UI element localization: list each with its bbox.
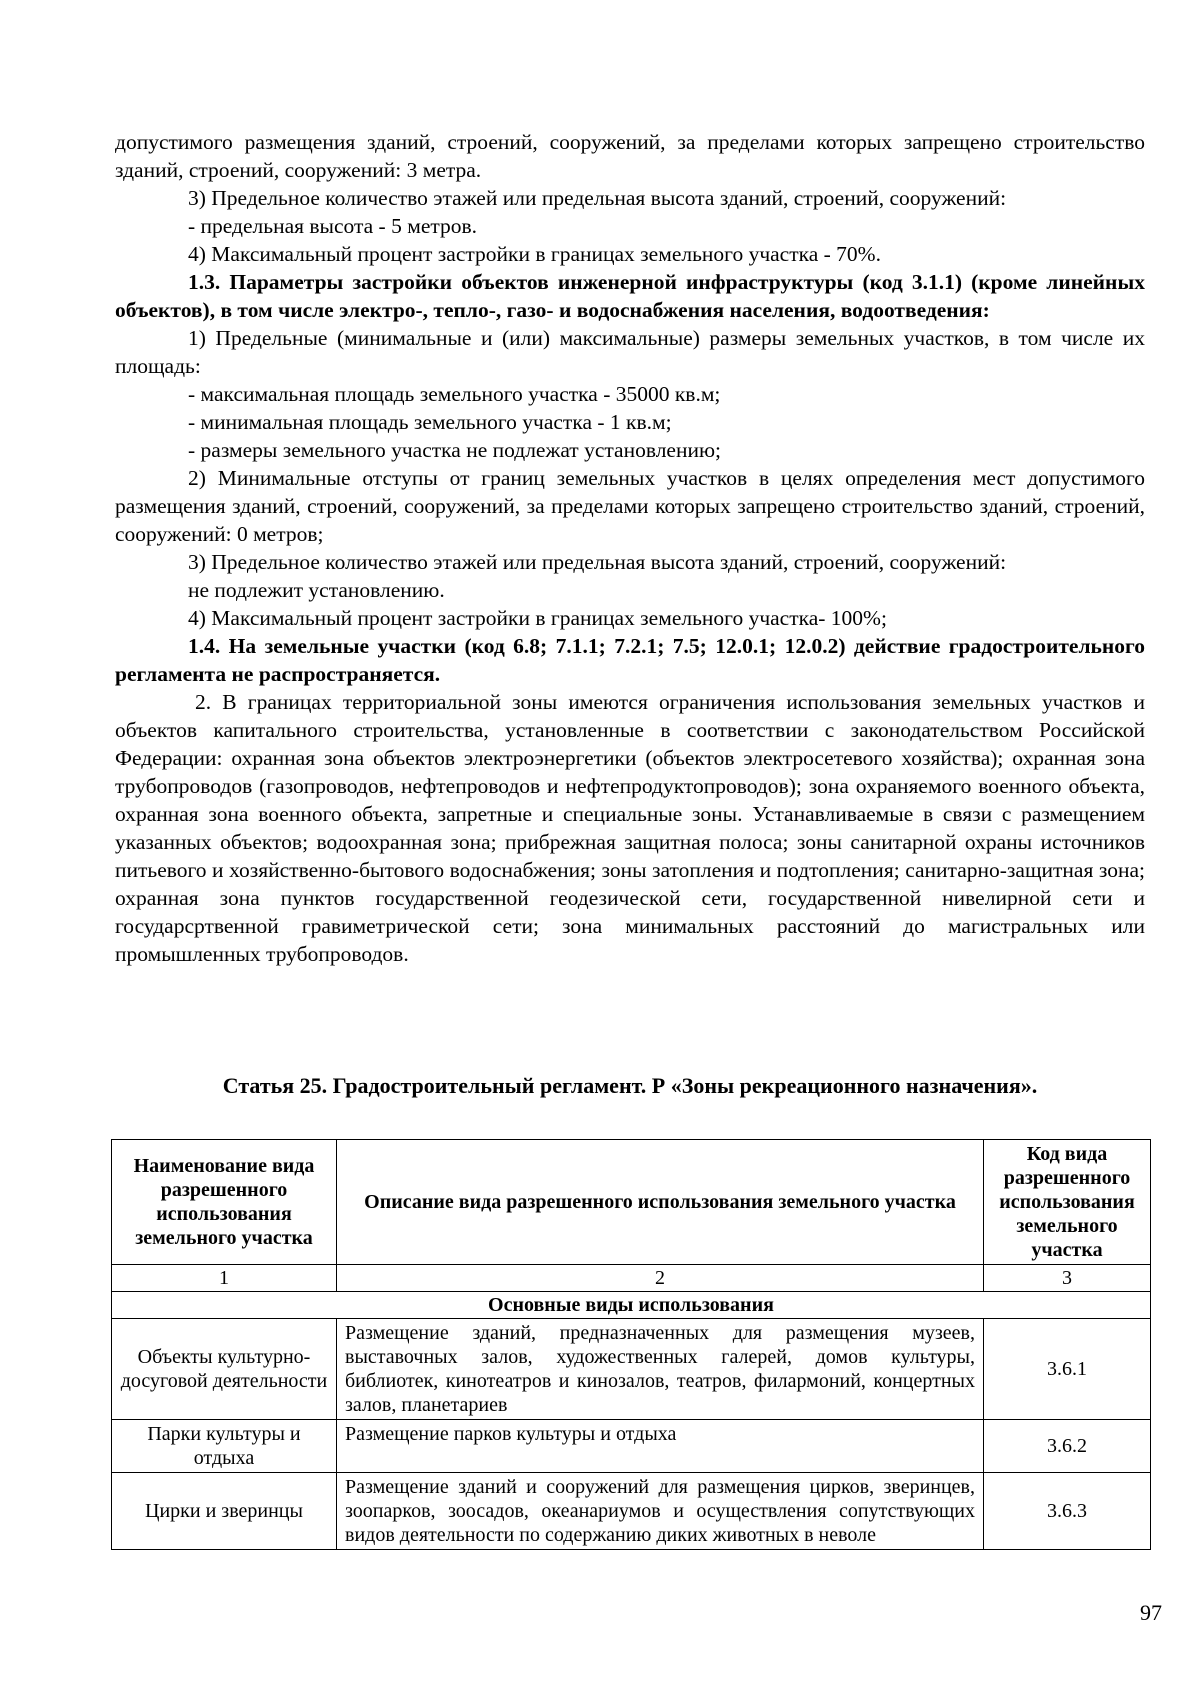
paragraph: - предельная высота - 5 метров. bbox=[188, 214, 478, 238]
column-header: Описание вида разрешенного использования земельного участка bbox=[337, 1140, 984, 1265]
paragraph: - максимальная площадь земельного участка - 35000 кв.м; bbox=[188, 382, 721, 406]
column-number: 3 bbox=[984, 1265, 1151, 1292]
article-title: Статья 25. Градостроительный регламент. Р «Зоны рекреационного назначения». bbox=[222, 1073, 1038, 1098]
section-heading: 1.3. Параметры застройки объектов инженерной инфраструктуры (код 3.1.1) (кроме линейных объектов), в том числе электро-, тепло-, газо- и водоснабжения населения, водоотведения: bbox=[115, 270, 1145, 322]
paragraph: - минимальная площадь земельного участка - 1 кв.м; bbox=[188, 410, 672, 434]
paragraph: 3) Предельное количество этажей или предельная высота зданий, строений, сооружений: bbox=[188, 550, 1007, 574]
use-description: Размещение парков культуры и отдыха bbox=[337, 1420, 984, 1473]
section-row bbox=[112, 1292, 1151, 1319]
use-description: Размещение зданий и сооружений для размещения цирков, зверинцев, зоопарков, зоосадов, океанариумов и осуществления сопутствующих видов деятельности по содержанию диких животных в неволе bbox=[337, 1473, 984, 1550]
paragraph: 4) Максимальный процент застройки в границах земельного участка - 70%. bbox=[188, 242, 881, 266]
page-number: 97 bbox=[1140, 1600, 1162, 1625]
regulation-table bbox=[111, 1139, 1151, 1550]
paragraph: 2) Минимальные отступы от границ земельных участков в целях определения мест допустимого размещения зданий, строений, сооружений, за пределами которых запрещено строительство зданий, строений, сооружений: 0 метров; bbox=[115, 466, 1145, 546]
column-number: 1 bbox=[112, 1265, 337, 1292]
use-name: Объекты культурно-досуговой деятельности bbox=[112, 1319, 337, 1420]
table-row bbox=[112, 1420, 1151, 1473]
use-name: Парки культуры и отдыха bbox=[112, 1420, 337, 1473]
column-header: Код вида разрешенного использования земельного участка bbox=[984, 1140, 1151, 1265]
paragraph: 1) Предельные (минимальные и (или) максимальные) размеры земельных участков, в том числе их площадь: bbox=[115, 326, 1145, 378]
use-code: 3.6.3 bbox=[984, 1473, 1151, 1550]
column-header: Наименование вида разрешенного использования земельного участка bbox=[112, 1140, 337, 1265]
paragraph: допустимого размещения зданий, строений, сооружений, за пределами которых запрещено строительство зданий, строений, сооружений: 3 метра. bbox=[115, 130, 1145, 182]
use-code: 3.6.1 bbox=[984, 1319, 1151, 1420]
paragraph: 2. В границах территориальной зоны имеются ограничения использования земельных участков и объектов капитального строительства, установленные в соответствии с законодательством Российской Федерации: охранная зона объектов электроэнергетики (объектов электросетевого хозяйства); охранная зона трубопроводов (газопроводов, нефтепроводов и нефтепродуктопроводов); зона охраняемого военного объекта, охранная зона военного объекта, запретные и специальные зоны. Устанавливаемые в связи с размещением указанных объектов; водоохранная зона; прибрежная защитная полоса; зоны санитарной охраны источников питьевого и хозяйственно-бытового водоснабжения; зоны затопления и подтопления; санитарно-защитная зона; охранная зона пунктов государственной геодезической сети, государственной нивелирной сети и государсртвенной гравиметрической сети; зона минимальных расстояний до магистральных или промышленных трубопроводов. bbox=[115, 690, 1145, 966]
table-row bbox=[112, 1473, 1151, 1550]
paragraph: 3) Предельное количество этажей или предельная высота зданий, строений, сооружений: bbox=[188, 186, 1007, 210]
use-description: Размещение зданий, предназначенных для размещения музеев, выставочных залов, художественных галерей, домов культуры, библиотек, кинотеатров и кинозалов, театров, филармоний, концертных залов, планетариев bbox=[337, 1319, 984, 1420]
section-title: Основные виды использования bbox=[112, 1292, 1151, 1319]
section-heading: 1.4. На земельные участки (код 6.8; 7.1.1; 7.2.1; 7.5; 12.0.1; 12.0.2) действие градостроительного регламента не распространяется. bbox=[115, 634, 1145, 686]
column-number: 2 bbox=[337, 1265, 984, 1292]
paragraph: 4) Максимальный процент застройки в границах земельного участка- 100%; bbox=[188, 606, 887, 630]
table-row bbox=[112, 1319, 1151, 1420]
use-code: 3.6.2 bbox=[984, 1420, 1151, 1473]
paragraph: не подлежит установлению. bbox=[188, 578, 445, 602]
table-header-row bbox=[112, 1140, 1151, 1265]
use-name: Цирки и зверинцы bbox=[112, 1473, 337, 1550]
document-body bbox=[115, 128, 1145, 968]
paragraph: - размеры земельного участка не подлежат установлению; bbox=[188, 438, 722, 462]
column-number-row bbox=[112, 1265, 1151, 1292]
